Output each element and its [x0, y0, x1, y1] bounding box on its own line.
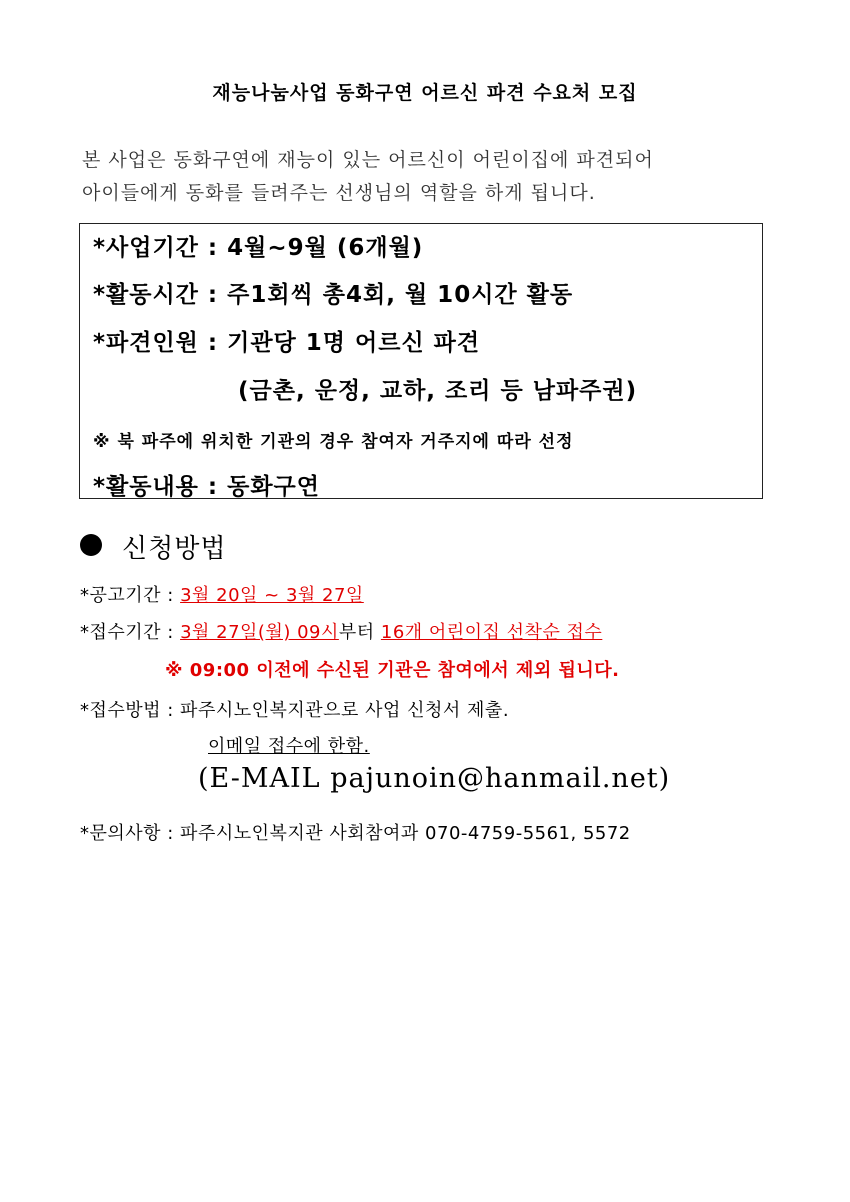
activity-content: *활동내용 : 동화구연: [93, 474, 320, 500]
reception-method: *접수방법 : 파주시노인복지관으로 사업 신청서 제출.: [80, 700, 510, 721]
reception-period: [80, 618, 602, 644]
intro-line-1: 본 사업은 동화구연에 재능이 있는 어르신이 어린이집에 파견되어: [82, 149, 654, 171]
dispatch-area: (금촌, 운정, 교하, 조리 등 남파주권): [238, 378, 638, 404]
reception-warning: ※ 09:00 이전에 수신된 기관은 참여에서 제외 됩니다.: [165, 660, 620, 681]
dispatch-staff: *파견인원 : 기관당 1명 어르신 파견: [93, 330, 481, 356]
activity-hours: *활동시간 : 주1회씩 총4회, 월 10시간 활동: [93, 282, 574, 308]
intro-line-2: 아이들에게 동화를 들려주는 선생님의 역할을 하게 됩니다.: [82, 182, 596, 204]
reception-mid: 부터: [338, 622, 381, 643]
info-box: [79, 223, 763, 499]
notice-period: [80, 581, 364, 607]
project-period: *사업기간 : 4월~9월 (6개월): [93, 235, 424, 261]
email-address: (E-MAIL pajunoin@hanmail.net): [198, 763, 671, 794]
reception-detail: 16개 어린이집 선착순 접수: [380, 622, 603, 643]
page-title: 재능나눔사업 동화구연 어르신 파견 수요처 모집: [212, 82, 638, 104]
reception-start: 3월 27일(월) 09시: [180, 622, 339, 643]
email-only-note: 이메일 접수에 한함.: [208, 736, 370, 757]
notice-period-value: 3월 20일 ~ 3월 27일: [180, 585, 364, 606]
bullet-dot-icon: [80, 534, 102, 556]
reception-label: *접수기간 :: [80, 622, 181, 643]
inquiry: *문의사항 : 파주시노인복지관 사회참여과 070-4759-5561, 5572: [80, 823, 631, 844]
north-paju-note: ※ 북 파주에 위치한 기관의 경우 참여자 거주지에 따라 선정: [93, 432, 574, 452]
notice-period-label: *공고기간 :: [80, 585, 181, 606]
section-title: 신청방법: [122, 534, 227, 564]
